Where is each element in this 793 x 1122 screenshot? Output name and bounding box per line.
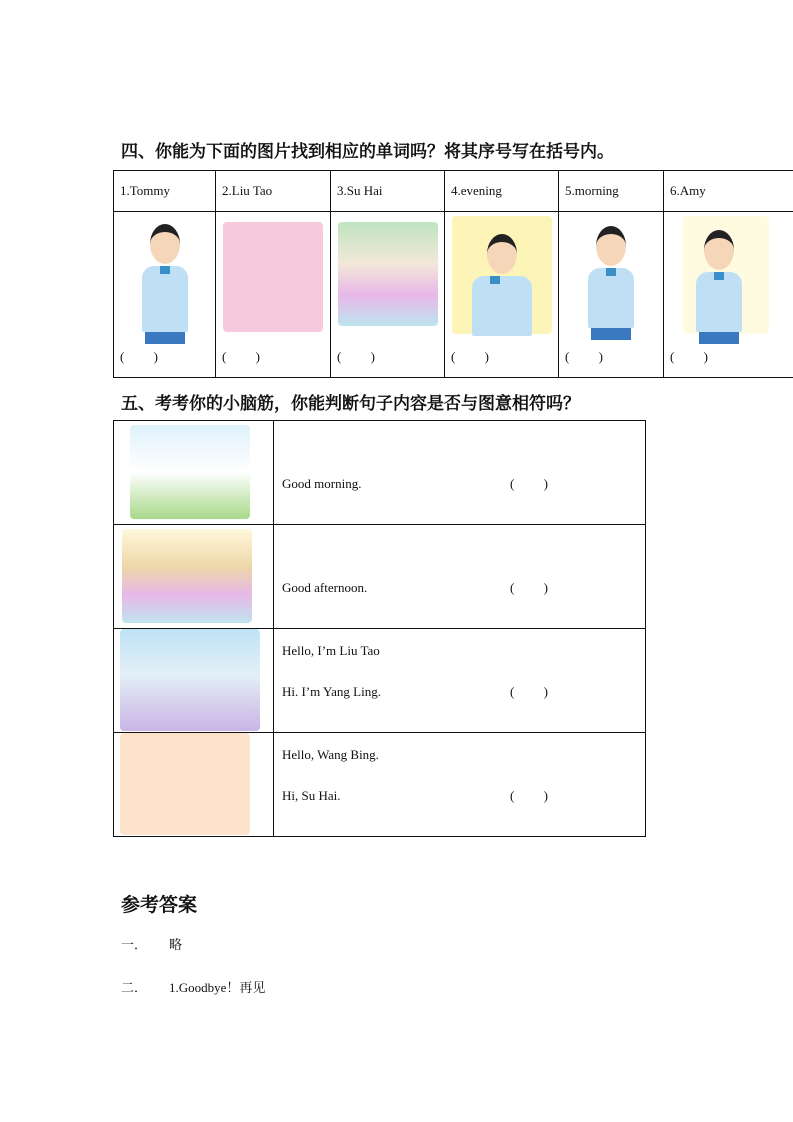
children-greeting-picture <box>120 629 260 731</box>
table-row <box>114 421 646 525</box>
word-cell: 5.morning <box>559 171 664 212</box>
sentence-cell <box>274 525 646 629</box>
girl-outdoors-picture <box>130 425 250 519</box>
classroom-picture <box>120 733 250 835</box>
sentence: Good morning. <box>282 476 362 491</box>
answer-number: 一． <box>121 938 148 953</box>
sentence: Hello, I’m Liu Tao <box>282 643 380 658</box>
table-row <box>114 525 646 629</box>
word-cell: 6.Amy <box>664 171 793 212</box>
answer-blank[interactable]: ( ) <box>510 476 548 491</box>
sentence: Hi. I’m Yang Ling. <box>282 684 381 699</box>
picture-cell <box>216 212 331 378</box>
sentence-cell <box>274 629 646 733</box>
family-dinner-picture <box>223 222 323 332</box>
judgement-table <box>113 420 646 837</box>
word-cell: 1.Tommy <box>114 171 216 212</box>
answer-blank[interactable]: ( ) <box>337 349 375 364</box>
boy-figure <box>472 234 532 336</box>
answer-blank[interactable]: ( ) <box>565 349 603 364</box>
table-row <box>114 629 646 733</box>
picture-cell <box>445 212 559 378</box>
word-cell: 4.evening <box>445 171 559 212</box>
sentence: Hello, Wang Bing. <box>282 747 379 762</box>
picture-cell <box>114 421 274 525</box>
answer-text: 略 <box>169 938 183 953</box>
picture-cell <box>664 212 793 378</box>
picture-cell <box>114 629 274 733</box>
word-cell: 2.Liu Tao <box>216 171 331 212</box>
girl-picture <box>588 226 634 340</box>
sentence: Good afternoon. <box>282 580 368 595</box>
answer-blank[interactable]: ( ) <box>451 349 489 364</box>
answer-blank[interactable]: ( ) <box>510 788 548 803</box>
answer-blank[interactable]: ( ) <box>510 580 548 595</box>
picture-cell <box>559 212 664 378</box>
picture-cell <box>114 525 274 629</box>
section5-title: 五、考考你的小脑筋，你能判断句子内容是否与图意相符吗？ <box>121 394 580 414</box>
word-cell: 3.Su Hai <box>331 171 445 212</box>
answer-blank[interactable]: ( ) <box>670 349 708 364</box>
picture-cell <box>114 733 274 837</box>
girl-waking-picture <box>122 529 252 623</box>
sentence: Hi, Su Hai. <box>282 788 341 803</box>
girl-waking-picture <box>338 222 438 326</box>
answer-blank[interactable]: ( ) <box>222 349 260 364</box>
girl-figure <box>696 230 742 344</box>
picture-cell <box>331 212 445 378</box>
word-matching-table <box>113 170 793 378</box>
picture-cell <box>114 212 216 378</box>
section4-title: 四、你能为下面的图片找到相应的单词吗？将其序号写在括号内。 <box>121 142 614 162</box>
answer-number: 二． <box>121 981 148 996</box>
boy-picture <box>142 224 188 344</box>
sentence-cell <box>274 733 646 837</box>
answer-text: 1.Goodbye！再见 <box>169 980 266 995</box>
table-row <box>114 733 646 837</box>
answers-title: 参考答案 <box>121 894 198 916</box>
answer-blank[interactable]: ( ) <box>510 684 548 699</box>
answer-blank[interactable]: ( ) <box>120 349 158 364</box>
sentence-cell <box>274 421 646 525</box>
